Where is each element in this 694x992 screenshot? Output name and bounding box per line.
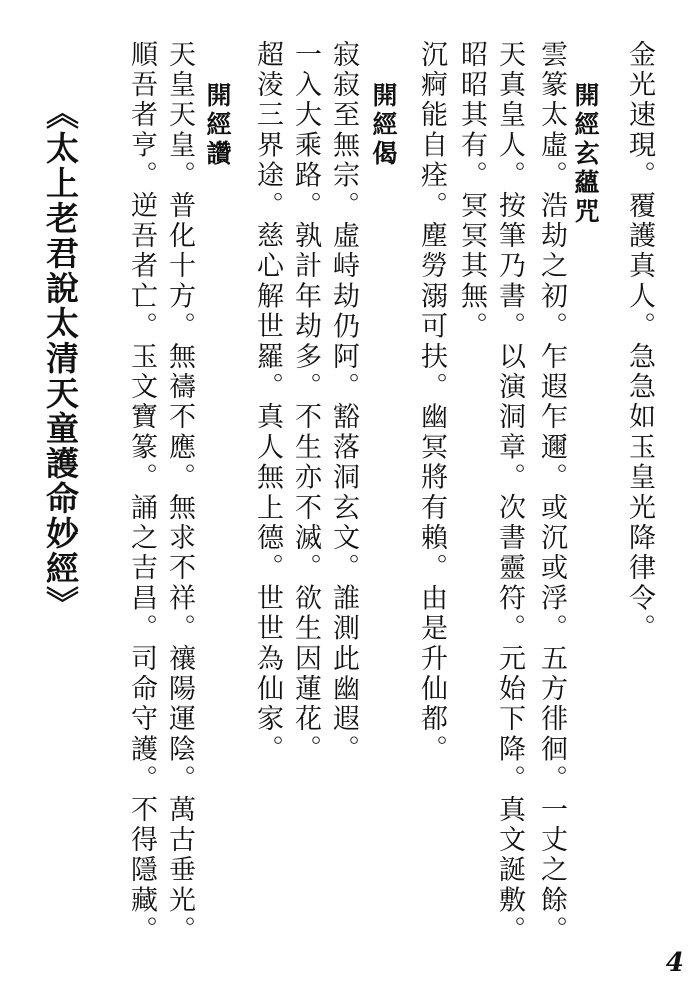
text-column-5: 沉痾能自痊。塵勞溺可扶。幽冥將有賴。由是升仙都。 [416, 40, 447, 765]
heading-kaijing-jie: 開經偈 [369, 82, 398, 169]
text-column-2: 雲篆太虛。浩劫之初。乍遐乍邇。或沉或浮。五方徘徊。一丈之餘。 [536, 40, 567, 946]
text-column-7: 一入大乘路。孰計年劫多。不生亦不滅。欲生因蓮花。 [290, 40, 321, 765]
text-column-9: 天皇天皇。普化十方。無禱不應。無求不祥。禳陽運陰。萬古垂光。 [164, 40, 195, 946]
text-column-8: 超淩三界途。慈心解世羅。真人無上德。世世為仙家。 [252, 40, 283, 765]
scripture-title: 《太上老君說太清天童護命妙經》 [41, 96, 80, 621]
text-column-6: 寂寂至無宗。虛峙劫仍阿。豁落洞玄文。誰測此幽遐。 [328, 40, 359, 765]
text-column-4: 昭昭其有。冥冥其無。 [456, 40, 487, 342]
heading-kaijing-zan: 開經讚 [203, 82, 232, 169]
text-column-10: 順吾者亨。逆吾者亡。玉文寶篆。誦之吉昌。司命守護。不得隱藏。 [126, 40, 157, 946]
text-column-3: 天真皇人。按筆乃書。以演洞章。次書靈符。元始下降。真文誕敷。 [494, 40, 525, 946]
heading-kaijing-xuanyun-zhou: 開經玄蘊咒 [571, 82, 600, 227]
page-number: 4 [665, 948, 684, 978]
text-column-1: 金光速現。覆護真人。急急如玉皇光降律令。 [624, 40, 655, 644]
